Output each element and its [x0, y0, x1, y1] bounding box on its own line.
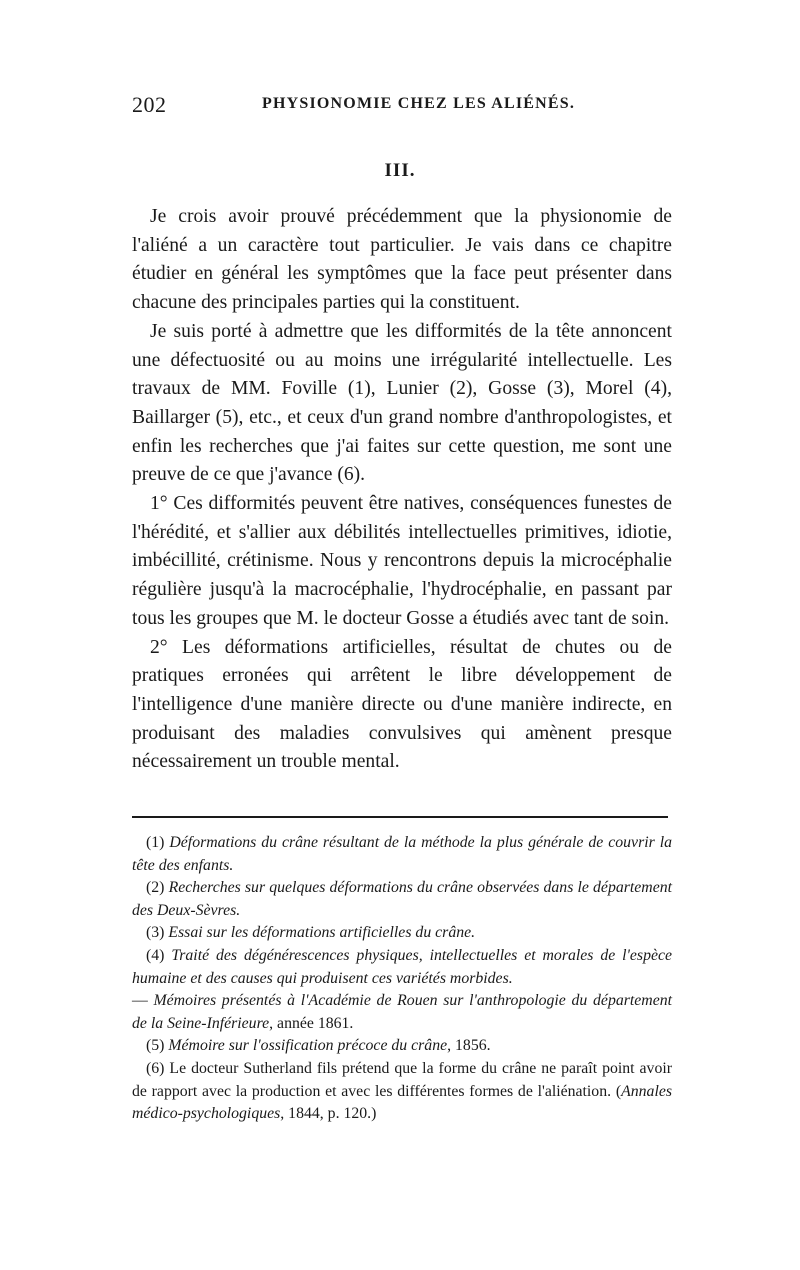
page-number: 202: [132, 92, 167, 117]
section-heading: III.: [384, 160, 416, 181]
body-text: [132, 203, 672, 777]
footnote-5-year: , 1856.: [447, 1037, 491, 1055]
footnote-2-title: Recherches sur quelques déformations du crâne observées dans le département des Deux-Sèvres.: [132, 879, 672, 919]
footnote-4-year: , année 1861.: [269, 1014, 354, 1032]
footnote-3-title: Essai sur les déformations artificielles du crâne.: [168, 924, 476, 942]
footnote-6-citation: , 1844, p. 120.): [280, 1105, 377, 1123]
footnote-5: [132, 1035, 672, 1058]
footnote-4-dash: —: [132, 992, 154, 1010]
body-paragraph-2: Je suis porté à admettre que les difformités de la tête annoncent une défectuosité ou au moins une irrégularité intellectuelle. Les travaux de MM. Foville (1), Lunier (2), Gosse (3), Morel (4), Baillarger (5), etc., et ceux d'un grand nombre d'anthropologistes, et enfin les recherches que j'ai faites sur cette question, me sont une preuve de ce que j'avance (6).: [132, 320, 672, 486]
footnote-4: [132, 945, 672, 990]
running-title: PHYSIONOMIE CHEZ LES ALIÉNÉS.: [262, 95, 576, 112]
footnote-1: [132, 832, 672, 877]
footnote-4-continued: [132, 990, 672, 1035]
body-paragraph-1: Je crois avoir prouvé précédemment que la physionomie de l'aliéné a un caractère tout particulier. Je vais dans ce chapitre étudier en général les symptômes que la face peut présenter dans chacune des principales parties qui la constituent.: [132, 206, 672, 314]
footnote-5-number: (5): [146, 1037, 165, 1055]
footnote-6-text: Le docteur Sutherland fils prétend que la forme du crâne ne paraît point avoir de rapport avec la production et avec les différentes formes de l'aliénation. (: [132, 1059, 672, 1100]
footnote-4-number: (4): [146, 946, 165, 964]
page-header: [132, 92, 672, 122]
footnote-2: [132, 877, 672, 922]
footnote-6-number: (6): [146, 1059, 165, 1077]
body-paragraph-3: 1° Ces difformités peuvent être natives, conséquences funestes de l'hérédité, et s'allier aux débilités intellectuelles primitives, idiotie, imbécillité, crétinisme. Nous y rencontrons depuis la microcéphalie régulière jusqu'à la macrocéphalie, l'hydrocéphalie, en passant par tous les groupes que M. le docteur Gosse a étudiés avec tant de soin.: [132, 493, 672, 629]
footnote-1-title: Déformations du crâne résultant de la méthode la plus générale de couvrir la tête des enfants.: [132, 834, 672, 874]
footnote-2-number: (2): [146, 879, 165, 897]
footnote-6: [132, 1058, 672, 1126]
footnotes: [132, 832, 672, 1126]
footnote-5-title: Mémoire sur l'ossification précoce du crâne: [168, 1037, 448, 1055]
footnote-4-title-2: Mémoires présentés à l'Académie de Rouen sur l'anthropologie du département de la Seine-Inférieure: [132, 992, 672, 1032]
body-paragraph-4: 2° Les déformations artificielles, résultat de chutes ou de pratiques erronées qui arrêtent le libre développement de l'intelligence d'une manière directe ou d'une manière indirecte, en produisant des maladies convulsives qui amènent presque nécessairement un trouble mental.: [132, 636, 672, 773]
footnote-3: [132, 922, 672, 945]
footnote-3-number: (3): [146, 924, 165, 942]
footnote-1-number: (1): [146, 834, 165, 851]
footnote-6-title: Annales médico-psychologiques: [132, 1082, 672, 1123]
footnote-divider: [132, 816, 668, 818]
footnote-4-title: Traité des dégénérescences physiques, intellectuelles et morales de l'espèce humaine et des causes qui produisent ces variétés morbides.: [132, 946, 673, 987]
